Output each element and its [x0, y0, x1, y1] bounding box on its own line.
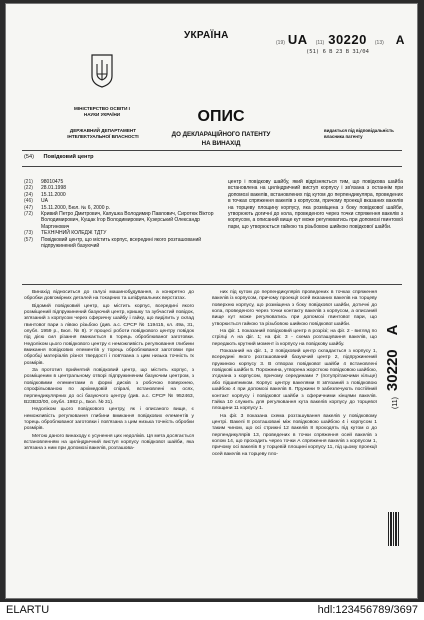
description-paragraph: Метою даного винаходу є усунення цих недоліків. Ця мета досягається встановленням на циліндричний виступ корпусу повідкової шайби, яка зв'язана з ним при допомозі вакелів, розташова-	[24, 433, 194, 452]
biblio-row	[24, 211, 224, 230]
biblio-text: Кривий Петро Дмитрович, Капушка Володимир Павлович, Сиротюк Віктор Володимирович, Кущак Ігор Володимирович, Кузерський Олександр Мартинович	[41, 211, 214, 230]
biblio-code: (47)	[24, 204, 33, 211]
invention-title-field	[24, 154, 94, 160]
biblio-code: (73)	[24, 230, 33, 237]
biblio-text: 15.11.2000, Бюл. № 6, 2000 р.	[41, 204, 111, 211]
description-paragraph: Винахід відноситься до галузі машинобудування, а конкретно до обробки довгомірних деталей на токарних та шліфувальних верстатах.	[24, 290, 194, 302]
footer-handle: hdl:123456789/3697	[317, 604, 418, 616]
header-divider	[22, 150, 402, 151]
biblio-text: 98010475	[41, 179, 64, 185]
biblio-code: (24)	[24, 191, 33, 198]
ipc-class	[306, 49, 369, 55]
title-divider	[22, 166, 402, 167]
document-title: ОПИС	[197, 108, 245, 125]
code-19: (19)	[276, 40, 285, 46]
responsibility-note: видається під відповідальність власника патенту	[324, 128, 394, 139]
country-code: UA	[287, 32, 308, 47]
biblio-code: (57)	[24, 236, 33, 243]
coat-of-arms-icon	[91, 54, 113, 88]
patent-number: 30220	[328, 32, 367, 47]
description-right-column	[212, 290, 377, 459]
description-paragraph: На фіг. 3 показана схема розташування вакелів у повідковому центрі. Вакелі 8 розташовані між повідковою шайбою 4 і корпусом 1 таким чином, що осі стрижні 12 вакелів 8 проходять під кутом α до перпендикулярів 13, проведених в точки спряження осей вакелів з колом 14, що проходить через точки А спряження вакелів з корпусом 1, причому осі вакелів 8 у торцевій площині корпусу 11, під цьому проекції осей вакелів на торцеву пло-	[212, 413, 377, 457]
body-divider	[22, 284, 402, 285]
document-subtitle	[136, 130, 306, 148]
patent-number-row	[276, 32, 404, 47]
biblio-text: 28.01.1998	[41, 185, 67, 192]
footer-source: ELARTU	[6, 604, 50, 616]
code-13: (13)	[374, 40, 384, 46]
code-11: (11)	[315, 40, 325, 46]
bibliographic-data	[24, 179, 224, 249]
claim-continuation: центр і повідкову шайбу, який відрізняється тим, що повідкова шайба встановлена на циліндричний виступ корпусу і зв'язана з останнім при допомозі вакелів, встановлених під кутом до перпендикуляра, проведених в точках спряження вакелів з корпусом, причому проекції вказаних вакелів на торцеву площину корпусу, яка розміщена з боку повідкової шайби, утворюють догичні до кола, проведеного через точки спряження вакелів з корпусом, а описаний вище кут може регулюватись при допомозі гвинтової пари, що утворюється гайкою та різьбовою шийкою повідкової шайби.	[228, 179, 403, 230]
invention-title: Повідковий центр	[43, 154, 94, 160]
patent-page	[5, 3, 418, 599]
vertical-kind: A	[384, 324, 401, 336]
department-name: ДЕРЖАВНИЙ ДЕПАРТАМЕНТ ІНТЕЛЕКТУАЛЬНОЇ ВЛАСНОСТІ	[67, 128, 139, 139]
subtitle-line-2: НА ВИНАХІД	[201, 140, 241, 147]
subtitle-line-1: ДО ДЕКЛАРАЦІЙНОГО ПАТЕНТУ	[171, 131, 271, 138]
code-54: (54)	[24, 154, 34, 160]
description-paragraph: Недоліком цього повідкового центру, як і описаного вище, є неможливість регулювання глибини вмикання повідкових елементів у торець оброблюваної заготовки і пов'язана з цим низька точність обробки розмірів.	[24, 407, 194, 432]
ipc-value: 6 B 23 B 31/04	[322, 49, 369, 55]
biblio-code: (22)	[24, 185, 33, 192]
vertical-patent-number	[384, 325, 401, 410]
description-paragraph: них під кутом до перпендикулярів проведених в точках спряження вакелів із корпусом, причому проекції осей вказаних вакелів на торцеву поверхню корпусу, що розміщена з боку повідкової шайби, дотичні до кола, проведеного через точки контакту вакелів з корпусом, а описаний вище кут може регулюватись при допомозі гвинтової пари, що утворюється гайкою та різьбовою шийкою повідкової шайби.	[212, 290, 377, 327]
description-paragraph: На фіг. 1 показаний повідковий центр в розрізі; на фіг. 2 - вигляд по стрілці А на фіг. 1; на фіг. 3 - схема розташування вакелів, що передають крутний момент із корпусу на повідкову шайбу.	[212, 329, 377, 347]
vertical-code: (11)	[392, 397, 399, 409]
biblio-code: (46)	[24, 198, 33, 205]
description-paragraph: За прототип прийнятий повідковий центр, що містить корпус, з розміщеним в центральному отворі підпружиненим базуючим центром, з повідковими елементами в формі дисків з робочою поверхнею, спрофільованою по архімедовій спіралі, встановлені на осях, перпендикулярних до осі базуючого центру (див. а.с. СРСР № 952463, В23В33/00, опубл. 1982 р., Бюл. № 31).	[24, 368, 194, 405]
biblio-row	[24, 237, 224, 250]
biblio-code: (21)	[24, 179, 33, 185]
description-left-column	[24, 290, 194, 454]
vertical-number: 30220	[384, 349, 401, 392]
biblio-text: Повідковий центр, що містить корпус, всередині якого розташований підпружинений базуючий	[41, 236, 202, 250]
biblio-text: ТЕХНІЧНИЙ КОЛЕДЖ ТДТУ	[41, 230, 107, 237]
barcode-stamp	[388, 512, 400, 546]
patent-kind: A	[395, 33, 405, 47]
description-paragraph: Показаний на фіг. 1, 2 повідковий центр складається з корпусу 1, всередині якого розташований базуючий центр 2, підпружинений пружиною корпусу 3. В отворах повідкової шайби 4 встановлені повідкові шайби 5. Порожнина, утворена жорсткою повідковою шайбою, з'єднана з корпусом, причому серединами 7 (потупрітаючими кільце) або підшипником. Корпус центру вакелями 8 зв'язаний з повідковою шайбою 4 при допомозі вакелів 8. Пружини 9 забезпечують постійний контакт корпусу і повідкової шайби з сферичними кінцями вакелів. Гайка 10 служить для регулювання кута вакелів корпусу до торцевої площини 11 корпусу 1.	[212, 349, 377, 412]
biblio-code: (72)	[24, 211, 33, 218]
biblio-text: 15.11.2000	[41, 191, 66, 198]
biblio-text: UA	[41, 198, 48, 205]
description-paragraph: Відомий повідковий центр, що містить корпус, всередині якого розміщений підпружинений базуючий центр, кришку та зубчастий повідок, зв'язаний з корпусом через сферичну шайбу і гайку, що виділить у склад гвинтової пари з лівою різьбою (див. а.с. СРСР № 119415, кл. 49а, 31, опубл. 1959 р., Бюл. № 8). У процесі роботи повідкового центру повідок під дією сил різання вмикається в торець оброблюваної заготовки. Недоліком цього повідкового центру є неможливість регулювання глибини вмикання повідкових елементів у торець оброблюваної заготовки при обробці матеріалів різної твердості і пов'язана з цим низька точність їх розмірів.	[24, 303, 194, 366]
country-name: УКРАЇНА	[184, 30, 229, 41]
ministry-name: МІНІСТЕРСТВО ОСВІТИ І НАУКИ УКРАЇНИ	[74, 106, 130, 117]
code-51: (51)	[306, 49, 320, 55]
